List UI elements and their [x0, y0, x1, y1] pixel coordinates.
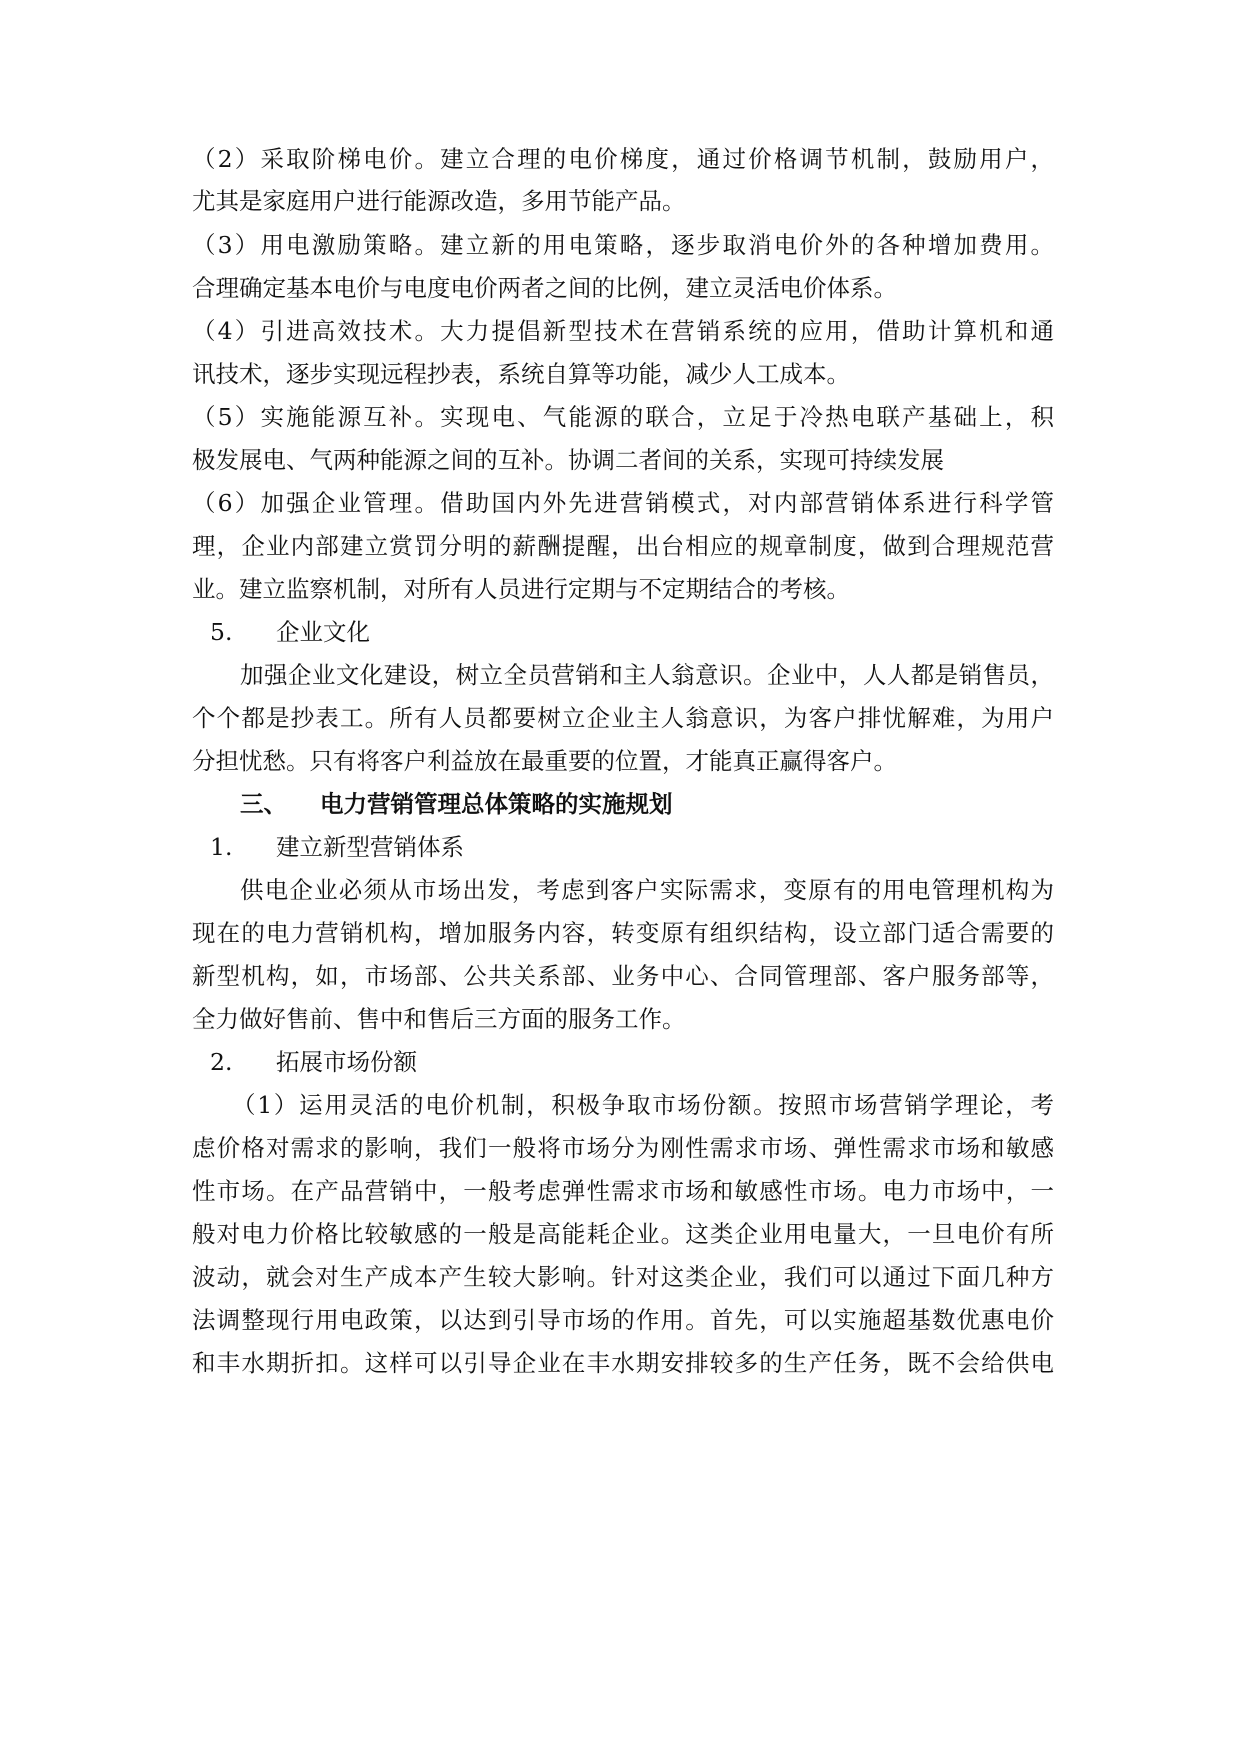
paragraph-line: 和丰水期折扣。这样可以引导企业在丰水期安排较多的生产任务，既不会给供电 [192, 1349, 1054, 1377]
paragraph-line: 法调整现行用电政策，以达到引导市场的作用。首先，可以实施超基数优惠电价 [192, 1306, 1054, 1334]
paragraph-line: 现在的电力营销机构，增加服务内容，转变原有组织结构，设立部门适合需要的 [192, 919, 1054, 947]
paragraph-line: 尤其是家庭用户进行能源改造，多用节能产品。 [192, 187, 686, 215]
paragraph-line: 供电企业必须从市场出发，考虑到客户实际需求，变原有的用电管理机构为 [240, 876, 1054, 904]
paragraph-line: 极发展电、气两种能源之间的互补。协调二者间的关系，实现可持续发展 [192, 446, 944, 474]
paragraph-line: 性市场。在产品营销中，一般考虑弹性需求市场和敏感性市场。电力市场中，一 [192, 1177, 1054, 1205]
paragraph-line: （6）加强企业管理。借助国内外先进营销模式，对内部营销体系进行科学管 [192, 489, 1054, 517]
paragraph-line: （2）采取阶梯电价。建立合理的电价梯度，通过价格调节机制，鼓励用户， [192, 145, 1054, 173]
paragraph-line: （5）实施能源互补。实现电、气能源的联合，立足于冷热电联产基础上，积 [192, 403, 1054, 431]
paragraph-line: 讯技术，逐步实现远程抄表，系统自算等功能，减少人工成本。 [192, 360, 850, 388]
section-title: 建立新型营销体系 [276, 833, 464, 861]
paragraph-line: 般对电力价格比较敏感的一般是高能耗企业。这类企业用电量大，一旦电价有所 [192, 1220, 1054, 1248]
paragraph-line: （3）用电激励策略。建立新的用电策略，逐步取消电价外的各种增加费用。 [192, 231, 1054, 259]
section-number: 5. [210, 618, 233, 646]
section-title: 拓展市场份额 [276, 1048, 417, 1076]
paragraph-line: 业。建立监察机制，对所有人员进行定期与不定期结合的考核。 [192, 575, 850, 603]
paragraph-line: 全力做好售前、售中和售后三方面的服务工作。 [192, 1005, 686, 1033]
paragraph-line: 新型机构，如，市场部、公共关系部、业务中心、合同管理部、客户服务部等， [192, 962, 1054, 990]
paragraph-line: 虑价格对需求的影响，我们一般将市场分为刚性需求市场、弹性需求市场和敏感 [192, 1134, 1054, 1162]
paragraph-line: （1）运用灵活的电价机制，积极争取市场份额。按照市场营销学理论，考 [232, 1091, 1054, 1119]
section-number: 1. [210, 833, 233, 861]
paragraph-line: 个个都是抄表工。所有人员都要树立企业主人翁意识，为客户排忧解难，为用户 [192, 704, 1054, 732]
paragraph-line: 合理确定基本电价与电度电价两者之间的比例，建立灵活电价体系。 [192, 274, 897, 302]
chapter-title: 电力营销管理总体策略的实施规划 [320, 790, 673, 818]
paragraph-line: 分担忧愁。只有将客户利益放在最重要的位置，才能真正赢得客户。 [192, 747, 897, 775]
chapter-number: 三、 [240, 790, 287, 818]
section-title: 企业文化 [276, 618, 370, 646]
paragraph-line: 加强企业文化建设，树立全员营销和主人翁意识。企业中，人人都是销售员， [240, 661, 1054, 689]
section-number: 2. [210, 1048, 233, 1076]
paragraph-line: 波动，就会对生产成本产生较大影响。针对这类企业，我们可以通过下面几种方 [192, 1263, 1054, 1291]
paragraph-line: 理，企业内部建立赏罚分明的薪酬提醒，出台相应的规章制度，做到合理规范营 [192, 532, 1054, 560]
paragraph-line: （4）引进高效技术。大力提倡新型技术在营销系统的应用，借助计算机和通 [192, 317, 1054, 345]
